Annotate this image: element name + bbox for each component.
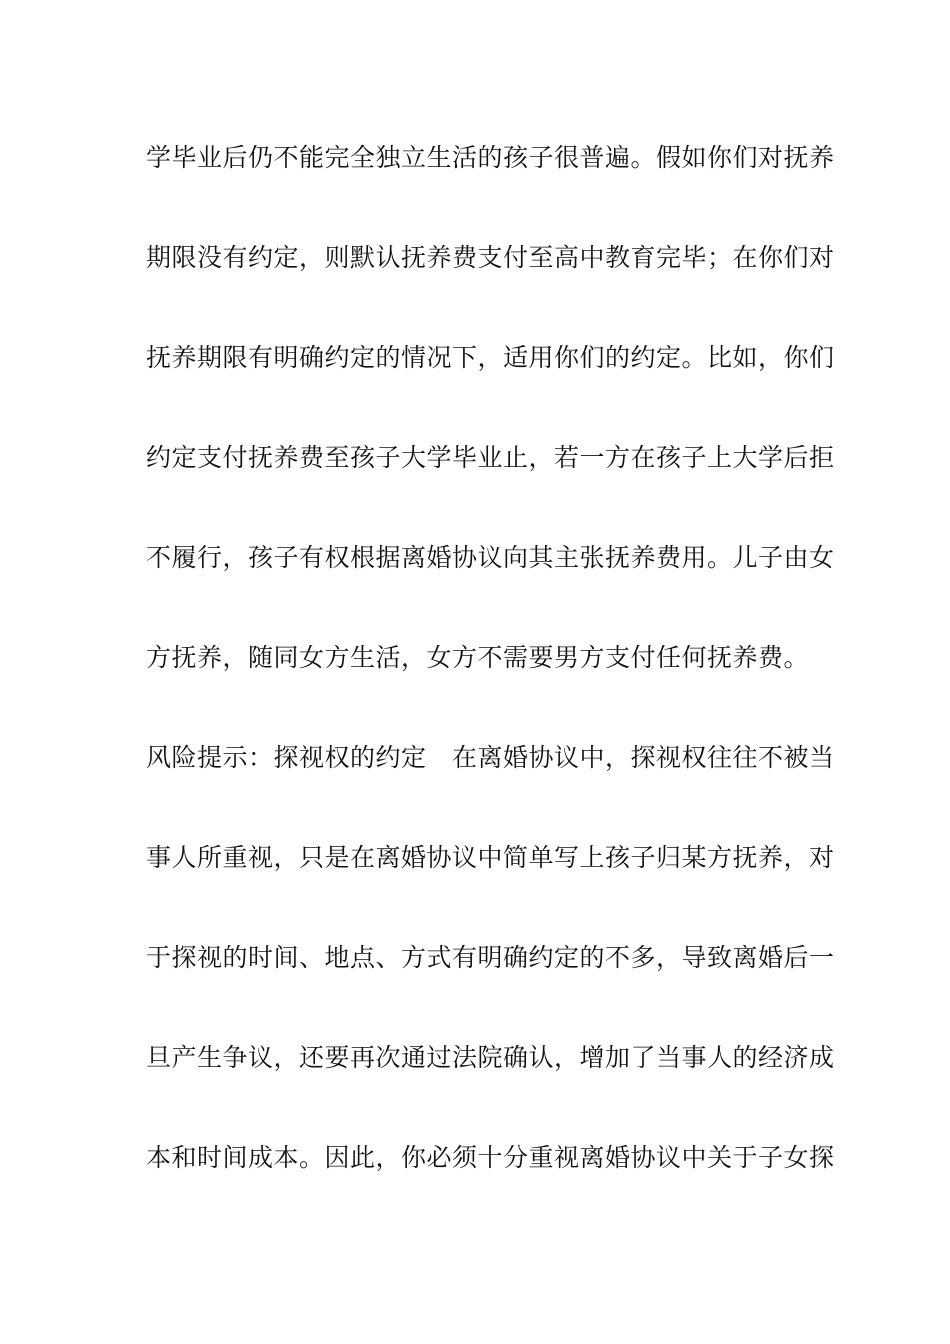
body-text: [146, 132, 835, 1232]
text-line: 期限没有约定，则默认抚养费支付至高中教育完毕；在你们对: [146, 243, 835, 272]
text-line: 本和时间成本。因此，你必须十分重视离婚协议中关于子女探: [146, 1143, 835, 1172]
text-line: 于探视的时间、地点、方式有明确约定的不多，导致离婚后一: [146, 943, 835, 972]
text-line: 约定支付抚养费至孩子大学毕业止，若一方在孩子上大学后拒: [146, 443, 835, 472]
text-line: 事人所重视，只是在离婚协议中简单写上孩子归某方抚养，对: [146, 843, 835, 872]
text-line: 学毕业后仍不能完全独立生活的孩子很普遍。假如你们对抚养: [146, 143, 835, 172]
text-line: 风险提示：探视权的约定 在离婚协议中，探视权往往不被当: [146, 743, 835, 772]
text-line: 方抚养，随同女方生活，女方不需要男方支付任何抚养费。: [146, 643, 810, 672]
text-line: 旦产生争议，还要再次通过法院确认，增加了当事人的经济成: [146, 1043, 835, 1072]
text-line: 抚养期限有明确约定的情况下，适用你们的约定。比如，你们: [146, 343, 835, 372]
text-line: 不履行，孩子有权根据离婚协议向其主张抚养费用。儿子由女: [146, 543, 835, 572]
